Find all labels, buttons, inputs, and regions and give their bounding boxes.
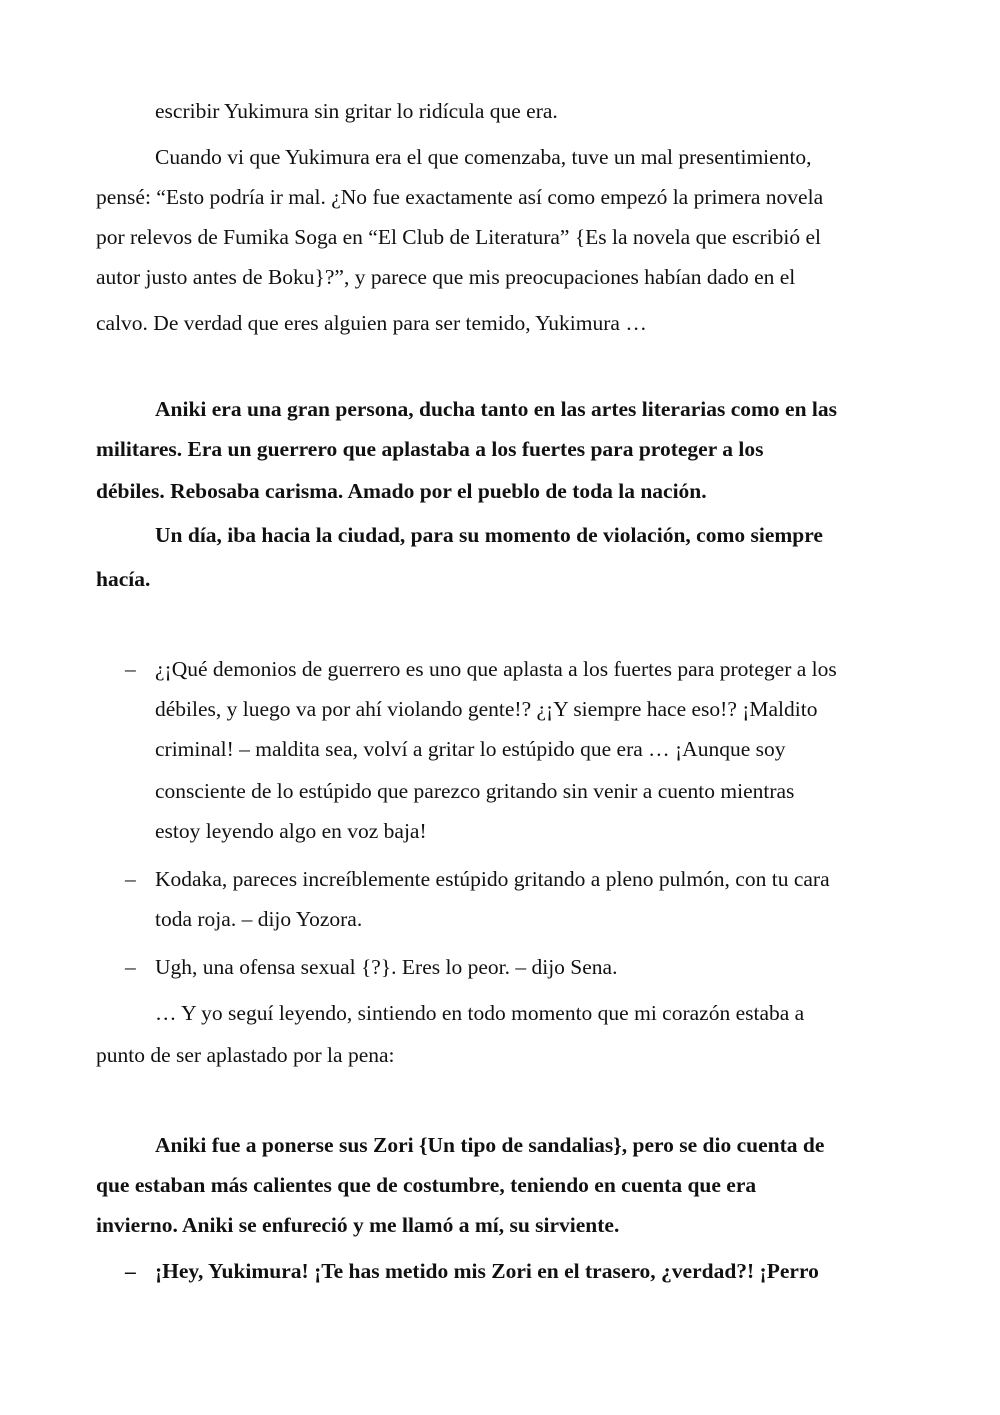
- dialogue-dash: –: [125, 1259, 136, 1283]
- bold-dialogue-line: ¡Hey, Yukimura! ¡Te has metido mis Zori en el trasero, ¿verdad?! ¡Perro: [155, 1259, 819, 1283]
- text-line: pensé: “Esto podría ir mal. ¿No fue exactamente así como empezó la primera novela: [96, 185, 824, 209]
- bold-text-line: invierno. Aniki se enfureció y me llamó a mí, su sirviente.: [96, 1213, 620, 1237]
- bold-text-line: Aniki era una gran persona, ducha tanto en las artes literarias como en las: [155, 397, 838, 421]
- text-line: por relevos de Fumika Soga en “El Club de Literatura” {Es la novela que escribió el: [96, 225, 821, 249]
- dialogue-dash: –: [125, 657, 136, 681]
- dialogue-line: Ugh, una ofensa sexual {?}. Eres lo peor. – dijo Sena.: [155, 955, 618, 979]
- dialogue-line: criminal! – maldita sea, volví a gritar lo estúpido que era … ¡Aunque soy: [155, 737, 786, 761]
- text-line: Cuando vi que Yukimura era el que comenzaba, tuve un mal presentimiento,: [155, 145, 812, 169]
- text-line: escribir Yukimura sin gritar lo ridícula que era.: [155, 99, 558, 123]
- bold-text-line: Un día, iba hacia la ciudad, para su momento de violación, como siempre: [155, 523, 823, 547]
- dialogue-line: consciente de lo estúpido que parezco gritando sin venir a cuento mientras: [155, 779, 795, 803]
- bold-text-line: que estaban más calientes que de costumbre, teniendo en cuenta que era: [96, 1173, 757, 1197]
- text-line: autor justo antes de Boku}?”, y parece que mis preocupaciones habían dado en el: [96, 265, 796, 289]
- dialogue-line: toda roja. – dijo Yozora.: [155, 907, 363, 931]
- bold-text-line: hacía.: [96, 567, 151, 591]
- text-line: calvo. De verdad que eres alguien para ser temido, Yukimura …: [96, 311, 647, 335]
- bold-text-line: Aniki fue a ponerse sus Zori {Un tipo de sandalias}, pero se dio cuenta de: [155, 1133, 825, 1157]
- dialogue-dash: –: [125, 867, 136, 891]
- bold-text-line: militares. Era un guerrero que aplastaba a los fuertes para proteger a los: [96, 437, 764, 461]
- dialogue-line: ¿¡Qué demonios de guerrero es uno que aplasta a los fuertes para proteger a los: [155, 657, 837, 681]
- dialogue-line: Kodaka, pareces increíblemente estúpido gritando a pleno pulmón, con tu cara: [155, 867, 830, 891]
- dialogue-line: estoy leyendo algo en voz baja!: [155, 819, 427, 843]
- text-line: punto de ser aplastado por la pena:: [96, 1043, 395, 1067]
- dialogue-line: débiles, y luego va por ahí violando gente!? ¿¡Y siempre hace eso!? ¡Maldito: [155, 697, 818, 721]
- bold-text-line: débiles. Rebosaba carisma. Amado por el pueblo de toda la nación.: [96, 479, 707, 503]
- dialogue-dash: –: [125, 955, 136, 979]
- text-line: … Y yo seguí leyendo, sintiendo en todo momento que mi corazón estaba a: [155, 1001, 805, 1025]
